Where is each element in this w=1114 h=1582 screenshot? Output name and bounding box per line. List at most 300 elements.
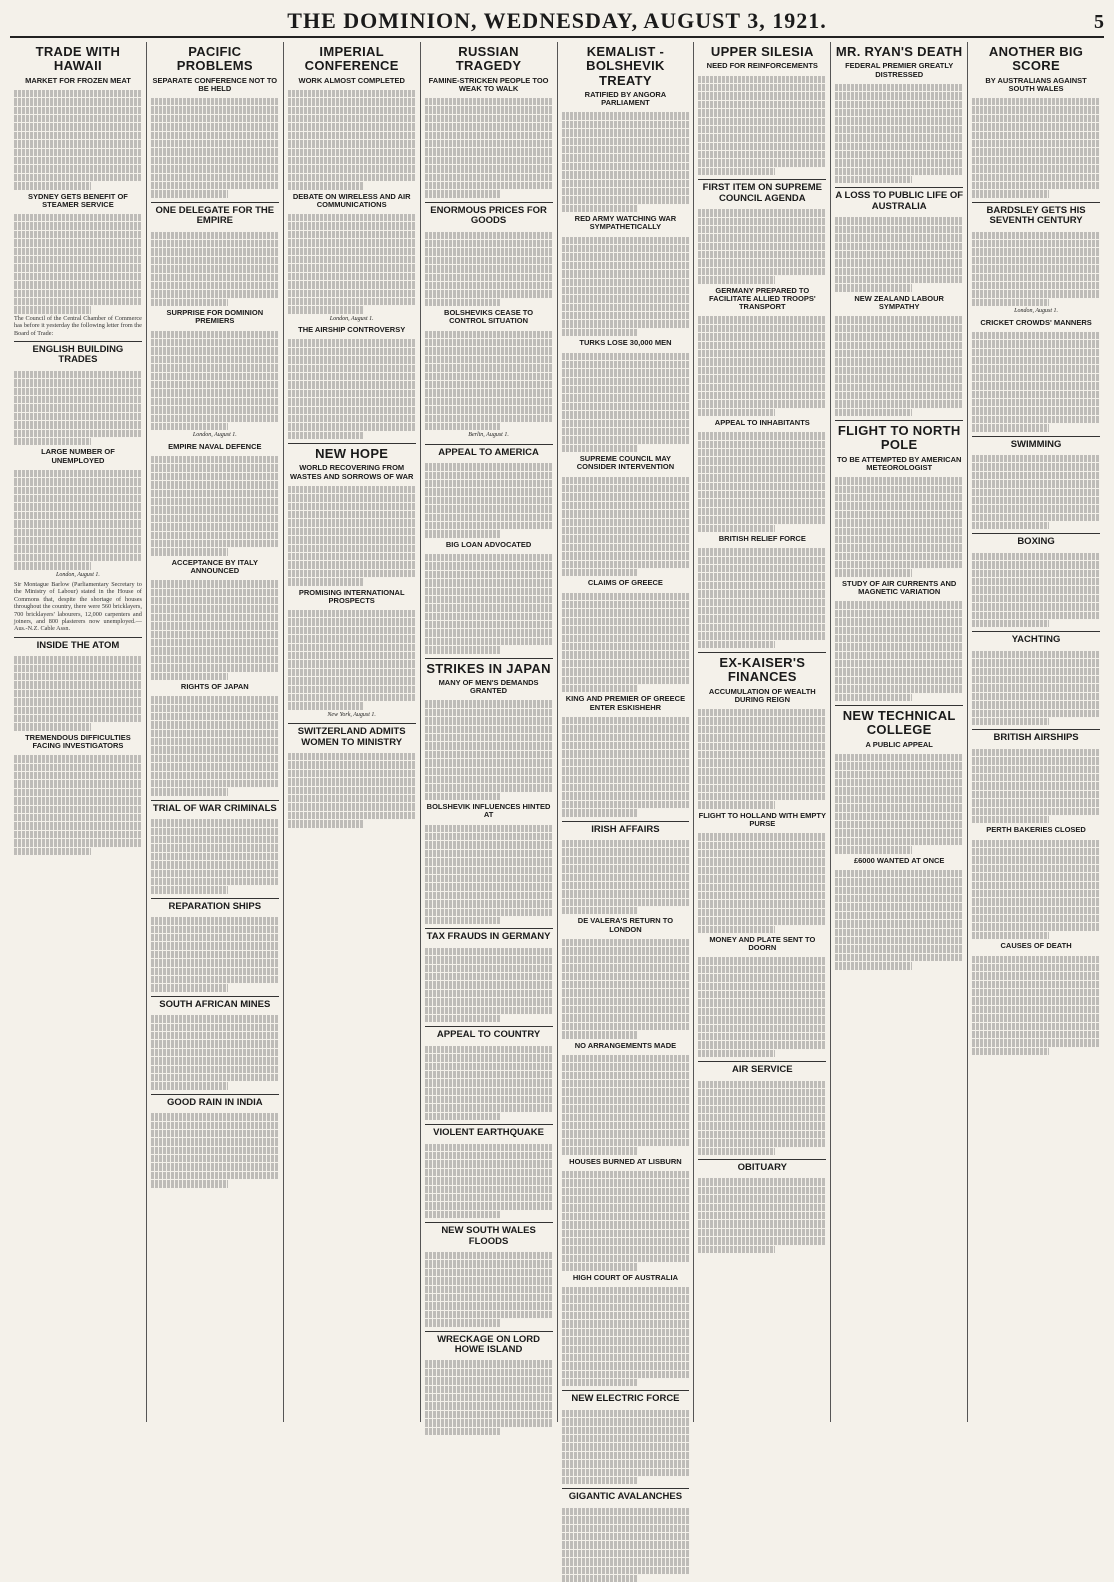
text-line	[288, 578, 365, 585]
text-line	[562, 477, 690, 484]
masthead	[10, 8, 1104, 38]
headline: BY AUSTRALIANS AGAINST SOUTH WALES	[985, 75, 1087, 93]
text-line	[14, 520, 142, 527]
masthead-title: THE DOMINION, WEDNESDAY, AUGUST 3, 1921.	[287, 8, 827, 33]
page-number: 5	[1094, 11, 1104, 33]
text-line	[835, 367, 963, 374]
text-line	[425, 1152, 553, 1159]
text-line	[972, 115, 1100, 122]
headline: APPEAL TO COUNTRY	[436, 1029, 541, 1041]
body-text-block	[562, 1506, 690, 1582]
text-line	[972, 248, 1100, 255]
text-line	[562, 1541, 690, 1548]
headline: CLAIMS OF GREECE	[587, 578, 663, 588]
text-line	[151, 331, 279, 338]
text-line	[698, 159, 826, 166]
text-line	[562, 1337, 690, 1344]
body-text-block	[562, 1408, 690, 1485]
headline: ANOTHER BIG SCORE	[988, 44, 1084, 74]
text-line	[835, 502, 963, 509]
text-line	[972, 989, 1100, 996]
body-text-block	[562, 591, 690, 693]
section-divider	[425, 444, 553, 445]
body-text-block	[288, 88, 416, 190]
text-line	[698, 590, 826, 597]
text-line	[562, 973, 690, 980]
text-line	[562, 552, 690, 559]
text-line	[698, 768, 826, 775]
text-line	[562, 981, 690, 988]
body-text-block	[835, 314, 963, 416]
text-line	[698, 474, 826, 481]
text-line	[151, 639, 279, 646]
body-text-block	[972, 230, 1100, 307]
text-line	[151, 523, 279, 530]
text-line	[425, 389, 553, 396]
text-line	[972, 365, 1100, 372]
headline: £6000 WANTED AT ONCE	[853, 855, 945, 865]
text-line	[972, 907, 1100, 914]
headline: STRIKES IN JAPAN	[426, 660, 551, 676]
text-line	[14, 256, 142, 263]
body-text-block	[835, 868, 963, 970]
body-text-block	[835, 752, 963, 854]
text-line	[972, 1048, 1049, 1055]
text-line	[835, 813, 963, 820]
headline: RIGHTS OF JAPAN	[180, 681, 249, 691]
text-line	[151, 157, 279, 164]
text-line	[698, 483, 826, 490]
text-line	[151, 1172, 279, 1179]
text-line	[425, 1294, 553, 1301]
headline: WORK ALMOST COMPLETED	[298, 75, 405, 85]
text-line	[425, 1311, 553, 1318]
body-text-block	[14, 753, 142, 855]
text-line	[562, 180, 690, 187]
section-divider	[425, 928, 553, 929]
text-line	[562, 1139, 690, 1146]
text-line	[972, 472, 1100, 479]
text-line	[562, 677, 690, 684]
headline: TURKS LOSE 30,000 MEN	[579, 338, 672, 348]
text-line	[151, 713, 279, 720]
text-line	[425, 406, 553, 413]
text-line	[698, 358, 826, 365]
text-line	[288, 561, 416, 568]
text-line	[562, 989, 690, 996]
text-line	[698, 991, 826, 998]
text-line	[288, 778, 416, 785]
text-line	[562, 304, 690, 311]
body-text-block	[288, 608, 416, 710]
text-line	[562, 403, 690, 410]
text-line	[698, 966, 826, 973]
text-line	[562, 725, 690, 732]
text-line	[425, 1071, 553, 1078]
headline: FLIGHT TO HOLLAND WITH EMPTY PURSE	[698, 810, 826, 828]
text-line	[151, 1138, 279, 1145]
text-line	[562, 237, 690, 244]
text-line	[562, 171, 690, 178]
text-line	[972, 340, 1100, 347]
text-line	[698, 801, 775, 808]
body-text-block	[562, 715, 690, 817]
text-line	[562, 874, 690, 881]
text-line	[288, 694, 416, 701]
text-line	[151, 490, 279, 497]
section-divider	[151, 800, 279, 801]
text-line	[562, 609, 690, 616]
text-line	[835, 109, 963, 116]
headline: KING AND PREMIER OF GREECE ENTER ESKISHEHR	[565, 694, 686, 712]
text-line	[151, 951, 279, 958]
body-text-block	[151, 1111, 279, 1188]
text-line	[425, 480, 553, 487]
text-line	[14, 831, 142, 838]
text-line	[151, 917, 279, 924]
text-line	[562, 1460, 690, 1467]
text-line	[835, 384, 963, 391]
text-line	[425, 1079, 553, 1086]
text-line	[151, 115, 279, 122]
text-line	[698, 1178, 826, 1185]
text-line	[698, 557, 826, 564]
text-line	[698, 632, 826, 639]
text-line	[698, 126, 826, 133]
text-line	[288, 415, 416, 422]
text-line	[425, 1286, 553, 1293]
text-line	[425, 1194, 553, 1201]
headline: BARDSLEY GETS HIS SEVENTH CENTURY	[986, 204, 1086, 227]
text-line	[425, 717, 553, 724]
section-divider	[972, 729, 1100, 730]
text-line	[14, 421, 142, 428]
text-line	[562, 1575, 639, 1582]
text-line	[288, 519, 416, 526]
text-line	[425, 274, 553, 281]
text-line	[698, 983, 826, 990]
text-line	[562, 510, 690, 517]
section-divider	[698, 1159, 826, 1160]
text-line	[698, 1204, 826, 1211]
headline: LARGE NUMBER OF UNEMPLOYED	[41, 447, 115, 465]
text-line	[972, 190, 1049, 197]
column-8	[968, 42, 1104, 1422]
body-text-block	[288, 484, 416, 586]
text-line	[425, 1394, 553, 1401]
headline: BRITISH AIRSHIPS	[993, 732, 1079, 744]
text-line	[562, 535, 690, 542]
text-line	[972, 274, 1100, 281]
text-line	[562, 1221, 690, 1228]
text-line	[698, 793, 826, 800]
text-line	[425, 1360, 553, 1367]
headline: RATIFIED BY ANGORA PARLIAMENT	[584, 89, 667, 108]
text-line	[562, 420, 690, 427]
text-line	[972, 873, 1100, 880]
text-line	[425, 579, 553, 586]
text-line	[14, 848, 91, 855]
headline: NEW ZEALAND LABOUR SYMPATHY	[854, 293, 944, 312]
text-line	[835, 838, 963, 845]
text-line	[425, 522, 553, 529]
text-line	[288, 503, 416, 510]
text-line	[425, 883, 553, 890]
text-line	[562, 1031, 639, 1038]
text-line	[288, 339, 416, 346]
text-line	[425, 1319, 502, 1326]
text-line	[425, 726, 553, 733]
text-line	[562, 1287, 690, 1294]
text-line	[151, 406, 279, 413]
text-line	[288, 98, 416, 105]
text-line	[698, 92, 826, 99]
body-text-block	[288, 212, 416, 314]
body-text-block	[698, 707, 826, 809]
text-line	[288, 669, 416, 676]
headline: MR. RYAN'S DEATH	[835, 44, 963, 59]
text-line	[151, 788, 228, 795]
text-line	[972, 808, 1100, 815]
text-line	[288, 281, 416, 288]
text-line	[698, 243, 826, 250]
text-line	[288, 795, 416, 802]
text-line	[151, 190, 228, 197]
text-line	[14, 98, 142, 105]
column-2	[147, 42, 284, 1422]
text-line	[425, 892, 553, 899]
headline: EMPIRE NAVAL DEFENCE	[168, 441, 262, 451]
body-text-block	[698, 1079, 826, 1156]
text-line	[698, 1089, 826, 1096]
text-line	[562, 262, 690, 269]
text-line	[972, 882, 1100, 889]
dateline: London, August 1.	[55, 571, 100, 578]
section-divider	[698, 179, 826, 180]
text-line	[835, 553, 963, 560]
text-line	[972, 282, 1100, 289]
section-divider	[562, 821, 690, 822]
text-line	[425, 621, 553, 628]
text-line	[835, 234, 963, 241]
text-line	[288, 256, 416, 263]
text-line	[425, 998, 553, 1005]
article-text: Sir Montague Barlow (Parliamentary Secretary to the Ministry of Labour) stated in the House of Commons that, despite the shortage of houses throughout the country, there were 560 bricklayers, 700 bricklayers' labourers, 12,000 carpenters and joiners, and 800 plasterers now unemployed.—Aus.-N.Z. Cable Assn.	[14, 580, 142, 633]
text-line	[972, 140, 1100, 147]
text-line	[698, 751, 826, 758]
text-line	[835, 694, 912, 701]
text-line	[698, 1131, 826, 1138]
text-line	[425, 825, 553, 832]
body-text-block	[972, 954, 1100, 1056]
headline: NEW SOUTH WALES FLOODS	[441, 1225, 536, 1247]
text-line	[151, 959, 279, 966]
text-line	[972, 455, 1100, 462]
text-line	[835, 685, 963, 692]
text-line	[425, 875, 553, 882]
text-line	[972, 489, 1100, 496]
column-5	[558, 42, 695, 1503]
text-line	[835, 754, 963, 761]
text-line	[698, 785, 826, 792]
text-line	[562, 1304, 690, 1311]
text-line	[562, 279, 690, 286]
text-line	[562, 1122, 690, 1129]
text-line	[14, 298, 142, 305]
text-line	[288, 264, 416, 271]
text-line	[14, 723, 91, 730]
text-line	[562, 776, 690, 783]
text-line	[151, 647, 279, 654]
text-line	[698, 333, 826, 340]
text-line	[972, 349, 1100, 356]
headline: RED ARMY WATCHING WAR SYMPATHETICALLY	[574, 214, 677, 232]
text-line	[151, 1024, 279, 1031]
text-line	[14, 165, 142, 172]
text-line	[562, 129, 690, 136]
text-line	[151, 498, 279, 505]
text-line	[972, 586, 1100, 593]
text-line	[562, 353, 690, 360]
text-line	[835, 895, 963, 902]
text-line	[562, 1435, 690, 1442]
body-text-block	[972, 551, 1100, 628]
headline: MANY OF MEN'S DEMANDS GRANTED	[438, 677, 539, 696]
text-line	[425, 1160, 553, 1167]
text-line	[151, 106, 279, 113]
text-line	[972, 997, 1100, 1004]
body-text-block	[972, 330, 1100, 432]
text-line	[425, 423, 502, 430]
body-text-block	[14, 88, 142, 190]
headline: TRADE WITH HAWAII	[35, 44, 121, 74]
text-line	[425, 398, 553, 405]
text-line	[151, 589, 279, 596]
text-line	[151, 548, 228, 555]
text-line	[425, 148, 553, 155]
text-line	[14, 755, 142, 762]
text-line	[151, 132, 279, 139]
text-line	[14, 822, 142, 829]
text-line	[698, 143, 826, 150]
section-divider	[835, 705, 963, 706]
text-line	[425, 1144, 553, 1151]
text-line	[698, 325, 826, 332]
section-divider	[425, 202, 553, 203]
text-line	[288, 157, 416, 164]
text-line	[151, 1066, 279, 1073]
text-line	[151, 622, 279, 629]
body-text-block	[151, 454, 279, 556]
text-line	[972, 357, 1100, 364]
text-line	[972, 865, 1100, 872]
text-line	[151, 870, 279, 877]
text-line	[835, 544, 963, 551]
text-line	[698, 109, 826, 116]
text-line	[562, 801, 690, 808]
body-text-block	[425, 329, 553, 431]
text-line	[562, 626, 690, 633]
text-line	[698, 209, 826, 216]
text-line	[14, 772, 142, 779]
headline: GIGANTIC AVALANCHES	[568, 1491, 683, 1503]
text-line	[835, 176, 912, 183]
text-line	[562, 899, 690, 906]
text-line	[562, 1320, 690, 1327]
text-line	[288, 702, 365, 709]
headline: AIR SERVICE	[732, 1064, 793, 1076]
text-line	[835, 870, 963, 877]
text-line	[698, 842, 826, 849]
text-line	[425, 381, 553, 388]
text-line	[835, 771, 963, 778]
text-line	[425, 497, 553, 504]
text-line	[835, 268, 963, 275]
body-text-block	[425, 461, 553, 538]
text-line	[972, 848, 1100, 855]
headline: IRISH AFFAIRS	[591, 823, 660, 835]
headline: NEW HOPE	[315, 446, 389, 462]
text-line	[151, 738, 279, 745]
text-line	[425, 463, 553, 470]
body-text-block	[698, 1176, 826, 1253]
text-line	[835, 333, 963, 340]
text-line	[151, 515, 279, 522]
text-line	[288, 570, 416, 577]
headline: WRECKAGE ON LORD HOWE ISLAND	[437, 1333, 541, 1356]
text-line	[425, 248, 553, 255]
text-line	[698, 84, 826, 91]
headline: EX-KAISER'S FINANCES	[719, 654, 806, 685]
text-line	[972, 257, 1100, 264]
text-line	[562, 784, 690, 791]
headline: MARKET FOR FROZEN MEAT	[25, 75, 131, 85]
column-7	[831, 42, 968, 1422]
text-line	[562, 1443, 690, 1450]
headline: ONE DELEGATE FOR THE EMPIRE	[155, 204, 275, 227]
text-line	[562, 378, 690, 385]
text-line	[151, 265, 279, 272]
text-line	[151, 165, 279, 172]
text-line	[698, 276, 775, 283]
text-line	[151, 98, 279, 105]
text-line	[835, 668, 963, 675]
body-text-block	[425, 946, 553, 1023]
headline: TREMENDOUS DIFFICULTIES FACING INVESTIGATORS	[25, 732, 131, 750]
text-line	[562, 907, 639, 914]
text-line	[972, 799, 1100, 806]
text-line	[562, 561, 690, 568]
text-line	[562, 445, 639, 452]
text-line	[562, 601, 690, 608]
text-line	[698, 342, 826, 349]
text-line	[14, 182, 91, 189]
text-line	[972, 106, 1100, 113]
section-divider	[972, 533, 1100, 534]
headline: RUSSIAN TRAGEDY	[455, 44, 522, 74]
text-line	[425, 1277, 553, 1284]
text-line	[425, 973, 553, 980]
section-divider	[425, 1124, 553, 1125]
body-text-block	[835, 82, 963, 184]
text-line	[425, 174, 553, 181]
text-line	[835, 643, 963, 650]
text-line	[835, 601, 963, 608]
text-line	[288, 222, 416, 229]
text-line	[562, 253, 690, 260]
headline: KEMALIST - BOLSHEVIK TREATY	[586, 44, 665, 88]
text-line	[151, 942, 279, 949]
